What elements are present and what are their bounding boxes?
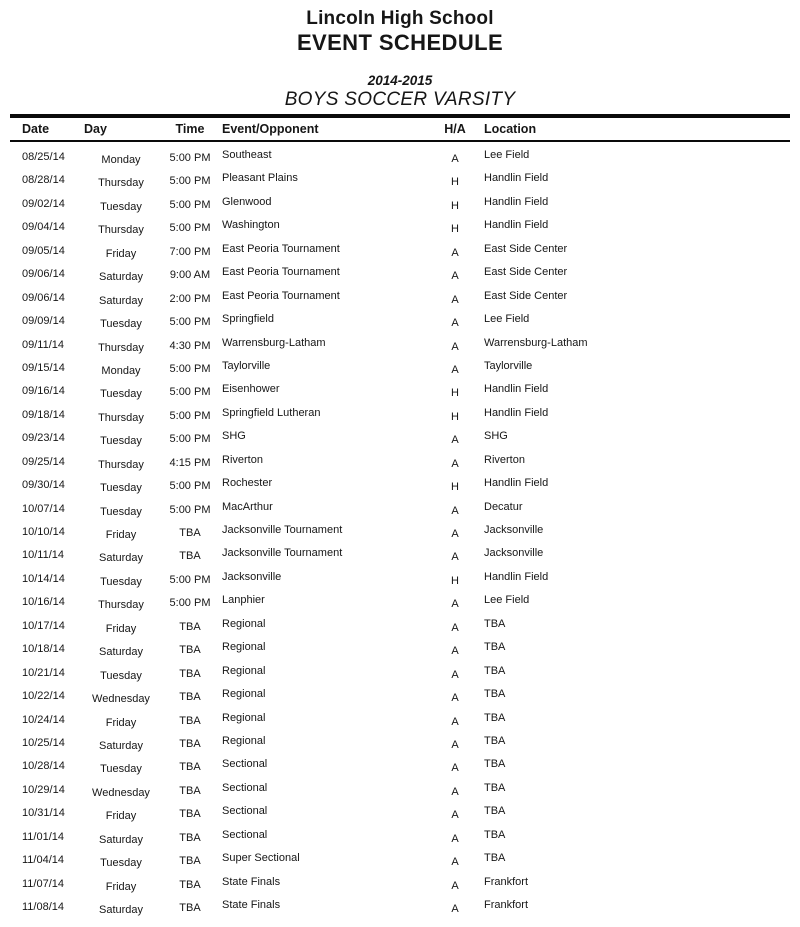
cell-location: Handlin Field xyxy=(484,406,549,419)
cell-time: 5:00 PM xyxy=(169,597,211,610)
cell-ha: A xyxy=(451,598,459,611)
cell-ha: A xyxy=(451,832,459,845)
cell-ha: H xyxy=(451,223,459,236)
cell-time: 2:00 PM xyxy=(169,292,211,305)
document-header xyxy=(0,0,800,111)
cell-time: TBA xyxy=(179,784,201,797)
cell-date: 10/25/14 xyxy=(22,736,65,749)
cell-date: 09/23/14 xyxy=(22,432,65,445)
cell-day: Saturday xyxy=(98,646,144,659)
cell-location: TBA xyxy=(484,641,506,654)
cell-day: Monday xyxy=(101,364,141,377)
cell-date: 08/25/14 xyxy=(22,151,65,163)
cell-event: East Peoria Tournament xyxy=(222,242,340,255)
column-header-day: Day xyxy=(84,122,107,136)
cell-ha: A xyxy=(451,785,459,798)
cell-event: SHG xyxy=(222,430,246,443)
cell-event: Regional xyxy=(222,617,266,630)
cell-day: Thursday xyxy=(98,458,144,471)
cell-day: Saturday xyxy=(98,552,144,565)
column-header-time: Time xyxy=(175,122,205,136)
cell-date: 10/11/14 xyxy=(22,549,65,562)
cell-ha: A xyxy=(451,528,459,540)
cell-location: Jacksonville xyxy=(484,547,544,560)
cell-ha: A xyxy=(451,715,459,728)
cell-ha: A xyxy=(451,668,459,681)
cell-location: Warrensburg-Latham xyxy=(484,336,588,349)
cell-date: 09/06/14 xyxy=(22,268,65,281)
cell-location: East Side Center xyxy=(484,242,568,255)
cell-event: East Peoria Tournament xyxy=(222,266,340,279)
cell-ha: A xyxy=(451,246,459,259)
cell-ha: H xyxy=(451,387,459,400)
cell-day: Tuesday xyxy=(100,857,142,870)
cell-time: TBA xyxy=(179,737,201,750)
cell-date: 09/11/14 xyxy=(22,338,65,351)
cell-event: Jacksonville Tournament xyxy=(222,524,343,536)
cell-event: MacArthur xyxy=(222,500,273,513)
cell-time: TBA xyxy=(179,878,201,891)
cell-date: 10/16/14 xyxy=(22,596,65,609)
cell-day: Saturday xyxy=(98,271,144,284)
cell-event: Glenwood xyxy=(222,195,272,208)
cell-day: Tuesday xyxy=(100,669,142,682)
cell-time: 5:00 PM xyxy=(169,198,211,211)
cell-date: 11/08/14 xyxy=(22,901,65,913)
cell-location: TBA xyxy=(484,664,506,677)
cell-time: 5:00 PM xyxy=(169,433,211,446)
column-header-event: Event/Opponent xyxy=(222,122,319,136)
cell-event: Regional xyxy=(222,688,266,701)
cell-day: Saturday xyxy=(98,833,144,846)
cell-location: Handlin Field xyxy=(484,195,549,208)
cell-time: 5:00 PM xyxy=(169,386,211,399)
cell-event: Taylorville xyxy=(222,359,271,372)
cell-day: Thursday xyxy=(98,224,144,237)
cell-event: Sectional xyxy=(222,828,268,841)
cell-event: Lanphier xyxy=(222,594,265,607)
cell-location: TBA xyxy=(484,852,506,865)
cell-date: 10/07/14 xyxy=(22,502,65,515)
cell-time: TBA xyxy=(179,644,201,657)
school-name: Lincoln High School xyxy=(306,8,494,29)
cell-date: 10/17/14 xyxy=(22,619,65,632)
cell-event: Regional xyxy=(222,734,266,747)
cell-ha: A xyxy=(451,621,459,634)
cell-day: Tuesday xyxy=(100,388,142,401)
cell-date: 10/10/14 xyxy=(22,526,65,538)
cell-date: 09/04/14 xyxy=(22,221,65,234)
cell-day: Friday xyxy=(105,622,137,635)
cell-day: Thursday xyxy=(98,177,144,190)
cell-event: Sectional xyxy=(222,781,268,794)
cell-day: Friday xyxy=(105,716,137,729)
cell-date: 09/15/14 xyxy=(22,361,65,374)
cell-time: 7:00 PM xyxy=(169,245,211,258)
cell-date: 10/24/14 xyxy=(22,713,65,726)
cell-ha: A xyxy=(451,762,459,775)
cell-day: Monday xyxy=(101,154,141,166)
cell-location: TBA xyxy=(484,711,506,724)
cell-time: TBA xyxy=(179,527,201,539)
cell-date: 10/29/14 xyxy=(22,783,65,796)
cell-event: Rochester xyxy=(222,477,273,490)
cell-time: TBA xyxy=(179,808,201,821)
season-label: 2014-2015 xyxy=(367,73,433,88)
cell-time: 4:30 PM xyxy=(169,339,211,352)
cell-location: Lee Field xyxy=(484,594,530,607)
cell-event: Jacksonville xyxy=(222,570,282,583)
cell-date: 11/04/14 xyxy=(22,854,65,867)
cell-day: Tuesday xyxy=(100,505,142,518)
schedule-rows xyxy=(0,142,800,921)
cell-day: Thursday xyxy=(98,411,144,424)
cell-date: 11/07/14 xyxy=(22,877,65,890)
cell-date: 08/28/14 xyxy=(22,174,65,187)
cell-ha: A xyxy=(451,153,459,165)
cell-ha: A xyxy=(451,856,459,869)
cell-location: Handlin Field xyxy=(484,570,549,583)
cell-day: Wednesday xyxy=(92,693,150,706)
cell-time: 5:00 PM xyxy=(169,409,211,422)
cell-day: Friday xyxy=(105,880,137,893)
column-header-ha: H/A xyxy=(444,122,466,136)
cell-day: Thursday xyxy=(98,599,144,612)
cell-ha: A xyxy=(451,903,459,915)
cell-date: 10/18/14 xyxy=(22,643,65,656)
cell-event: State Finals xyxy=(222,875,281,888)
cell-ha: A xyxy=(451,692,459,705)
cell-ha: A xyxy=(451,551,459,564)
cell-location: Handlin Field xyxy=(484,172,549,185)
cell-ha: H xyxy=(451,574,459,587)
cell-day: Saturday xyxy=(98,739,144,752)
cell-time: 5:00 PM xyxy=(169,316,211,329)
cell-ha: A xyxy=(451,809,459,822)
cell-ha: H xyxy=(451,410,459,423)
cell-date: 09/05/14 xyxy=(22,244,65,257)
cell-event: Springfield xyxy=(222,313,274,326)
cell-location: TBA xyxy=(484,828,506,841)
cell-event: Warrensburg-Latham xyxy=(222,336,326,349)
cell-event: State Finals xyxy=(222,899,281,911)
cell-day: Saturday xyxy=(98,904,144,916)
cell-day: Wednesday xyxy=(92,786,150,799)
cell-location: SHG xyxy=(484,430,508,443)
cell-date: 09/30/14 xyxy=(22,479,65,492)
cell-event: Eisenhower xyxy=(222,383,280,396)
cell-ha: A xyxy=(451,457,459,470)
table-row xyxy=(0,148,800,171)
cell-date: 10/21/14 xyxy=(22,666,65,679)
cell-ha: A xyxy=(451,270,459,283)
cell-location: Frankfort xyxy=(484,875,529,888)
cell-location: TBA xyxy=(484,758,506,771)
cell-location: Lee Field xyxy=(484,313,530,326)
document-title: EVENT SCHEDULE xyxy=(296,30,504,55)
cell-date: 11/01/14 xyxy=(22,830,65,843)
cell-ha: A xyxy=(451,504,459,517)
cell-location: East Side Center xyxy=(484,289,568,302)
cell-time: 5:00 PM xyxy=(169,152,211,164)
cell-location: East Side Center xyxy=(484,266,568,279)
cell-ha: A xyxy=(451,293,459,306)
cell-date: 09/06/14 xyxy=(22,291,65,304)
cell-event: Sectional xyxy=(222,758,268,771)
cell-location: TBA xyxy=(484,688,506,701)
cell-time: 4:15 PM xyxy=(169,456,211,469)
cell-day: Thursday xyxy=(98,341,144,354)
cell-day: Tuesday xyxy=(100,435,142,448)
cell-day: Friday xyxy=(105,247,137,260)
cell-day: Friday xyxy=(105,810,137,823)
cell-location: TBA xyxy=(484,805,506,818)
cell-time: TBA xyxy=(179,667,201,680)
cell-location: TBA xyxy=(484,781,506,794)
cell-day: Tuesday xyxy=(100,200,142,213)
cell-ha: H xyxy=(451,199,459,212)
cell-time: 5:00 PM xyxy=(169,362,211,375)
cell-time: TBA xyxy=(179,550,201,563)
table-header-row xyxy=(0,118,800,140)
cell-location: Riverton xyxy=(484,453,525,466)
cell-date: 09/02/14 xyxy=(22,197,65,210)
cell-date: 09/16/14 xyxy=(22,385,65,398)
cell-date: 10/14/14 xyxy=(22,572,65,585)
cell-ha: A xyxy=(451,340,459,353)
cell-event: Regional xyxy=(222,641,266,654)
cell-ha: A xyxy=(451,434,459,447)
cell-location: Handlin Field xyxy=(484,219,549,232)
cell-time: 9:00 AM xyxy=(169,269,211,282)
cell-time: 5:00 PM xyxy=(169,503,211,516)
cell-event: Springfield Lutheran xyxy=(222,406,321,419)
cell-time: TBA xyxy=(179,761,201,774)
cell-time: 5:00 PM xyxy=(169,573,211,586)
cell-time: TBA xyxy=(179,831,201,844)
cell-time: TBA xyxy=(179,620,201,633)
cell-time: 5:00 PM xyxy=(169,175,211,188)
cell-time: TBA xyxy=(179,714,201,727)
cell-time: TBA xyxy=(179,855,201,868)
column-header-location: Location xyxy=(484,122,537,136)
cell-event: Sectional xyxy=(222,805,268,818)
cell-ha: A xyxy=(451,879,459,892)
cell-event: Regional xyxy=(222,664,266,677)
cell-event: Regional xyxy=(222,711,266,724)
cell-ha: H xyxy=(451,481,459,494)
cell-event: Washington xyxy=(222,219,280,232)
cell-event: Riverton xyxy=(222,453,263,466)
cell-day: Friday xyxy=(105,529,137,541)
cell-day: Tuesday xyxy=(100,575,142,588)
cell-event: Southeast xyxy=(222,149,272,161)
cell-location: TBA xyxy=(484,617,506,630)
cell-ha: A xyxy=(451,645,459,658)
cell-date: 09/18/14 xyxy=(22,408,65,421)
cell-location: TBA xyxy=(484,734,506,747)
cell-date: 09/09/14 xyxy=(22,315,65,328)
team-label: BOYS SOCCER VARSITY xyxy=(284,89,516,110)
cell-time: 5:00 PM xyxy=(169,222,211,235)
cell-date: 10/22/14 xyxy=(22,690,65,703)
cell-ha: H xyxy=(451,176,459,189)
cell-event: Pleasant Plains xyxy=(222,172,298,185)
cell-location: Decatur xyxy=(484,500,523,513)
cell-ha: A xyxy=(451,363,459,376)
cell-date: 09/25/14 xyxy=(22,455,65,468)
cell-event: Jacksonville Tournament xyxy=(222,547,343,560)
cell-location: Frankfort xyxy=(484,899,529,911)
cell-location: Lee Field xyxy=(484,149,530,161)
cell-date: 10/31/14 xyxy=(22,807,65,820)
cell-time: TBA xyxy=(179,902,201,914)
cell-location: Handlin Field xyxy=(484,477,549,490)
cell-day: Tuesday xyxy=(100,763,142,776)
cell-day: Tuesday xyxy=(100,482,142,495)
cell-ha: A xyxy=(451,317,459,330)
cell-day: Saturday xyxy=(98,294,144,307)
cell-location: Handlin Field xyxy=(484,383,549,396)
column-header-date: Date xyxy=(22,122,50,136)
cell-location: Jacksonville xyxy=(484,524,544,536)
cell-date: 10/28/14 xyxy=(22,760,65,773)
cell-day: Tuesday xyxy=(100,318,142,331)
cell-ha: A xyxy=(451,738,459,751)
cell-location: Taylorville xyxy=(484,359,533,372)
cell-event: Super Sectional xyxy=(222,852,300,865)
cell-time: 5:00 PM xyxy=(169,480,211,493)
cell-time: TBA xyxy=(179,691,201,704)
cell-event: East Peoria Tournament xyxy=(222,289,340,302)
